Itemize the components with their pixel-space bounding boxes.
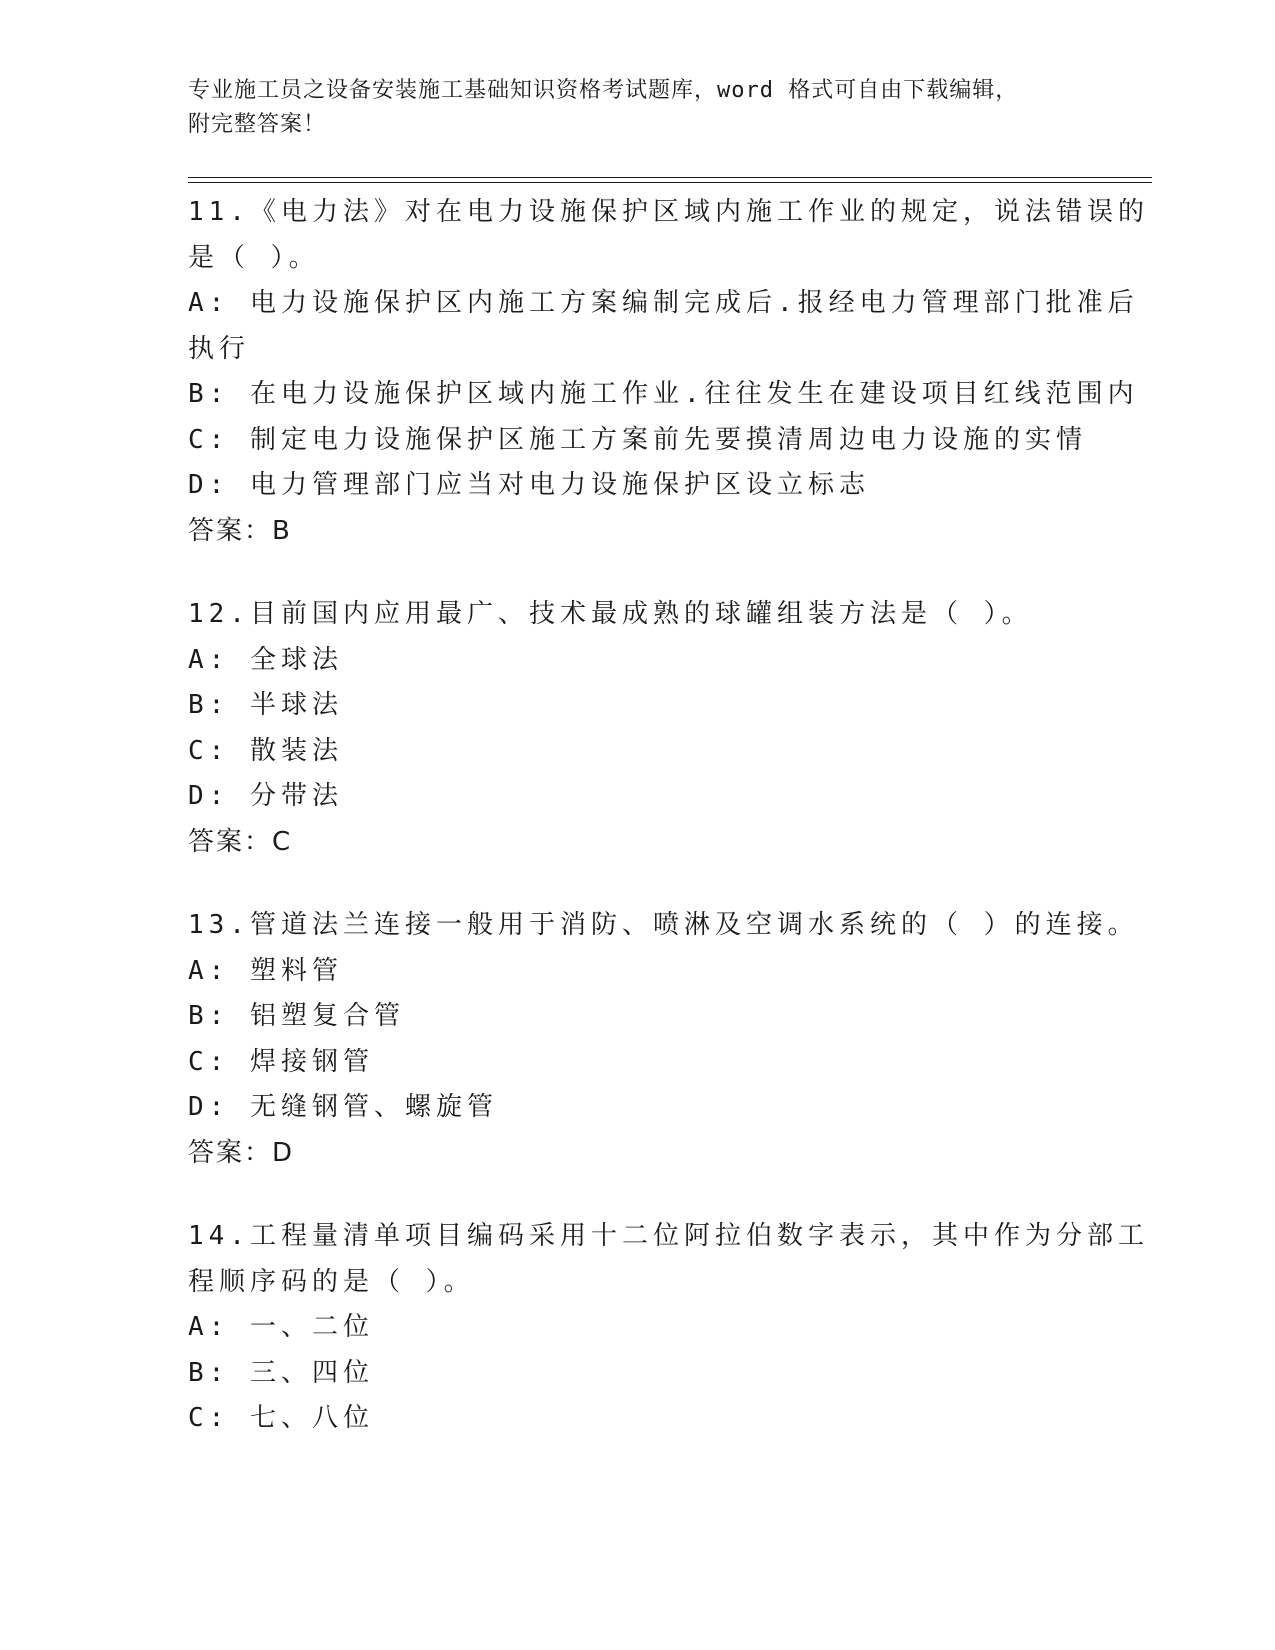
question-text: 程顺序码的是（ ）。 <box>188 1266 475 1297</box>
option-b: B: 在电力设施保护区域内施工作业.往往发生在建设项目红线范围内 <box>188 379 1139 409</box>
option-a: A: 电力设施保护区内施工方案编制完成后.报经电力管理部门批准后 <box>188 288 1139 318</box>
question-text: 是（ ）。 <box>188 242 320 273</box>
option-a: A: 全球法 <box>188 644 343 675</box>
question-13 <box>188 903 1139 1176</box>
option-c: C: 七、八位 <box>188 1403 374 1433</box>
option-a-continued: 执行 <box>188 333 251 364</box>
question-12 <box>188 592 1088 865</box>
option-b: B: 半球法 <box>188 690 343 720</box>
option-d: D: 电力管理部门应当对电力设施保护区设立标志 <box>188 470 870 500</box>
document-header <box>188 74 1068 142</box>
header-divider-top <box>188 177 1152 178</box>
header-line-2: 附完整答案！ <box>188 112 327 137</box>
option-c: C: 散装法 <box>188 735 343 766</box>
option-a: A: 一、二位 <box>188 1312 374 1342</box>
question-text: 13.管道法兰连接一般用于消防、喷淋及空调水系统的（ ）的连接。 <box>188 910 1139 940</box>
option-b: B: 铝塑复合管 <box>188 1001 405 1031</box>
question-14 <box>188 1214 1149 1442</box>
question-text: 14.工程量清单项目编码采用十二位阿拉伯数字表示，其中作为分部工 <box>188 1221 1149 1251</box>
header-line-1: 专业施工员之设备安装施工基础知识资格考试题库，word 格式可自由下载编辑， <box>188 78 1019 103</box>
question-list <box>188 190 1149 1480</box>
question-text: 11.《电力法》对在电力设施保护区域内施工作业的规定，说法错误的 <box>188 197 1149 227</box>
question-text: 12.目前国内应用最广、技术最成熟的球罐组装方法是（ ）。 <box>188 599 1033 629</box>
option-d: D: 无缝钢管、螺旋管 <box>188 1092 498 1122</box>
option-c: C: 制定电力设施保护区施工方案前先要摸清周边电力设施的实情 <box>188 424 1087 455</box>
option-b: B: 三、四位 <box>188 1357 374 1388</box>
answer-label: 答案：B <box>188 515 292 546</box>
question-11 <box>188 190 1149 554</box>
answer-label: 答案：C <box>188 826 293 857</box>
answer-label: 答案：D <box>188 1137 295 1168</box>
header-divider-bottom <box>188 182 1152 183</box>
option-a: A: 塑料管 <box>188 955 343 986</box>
option-d: D: 分带法 <box>188 781 343 811</box>
option-c: C: 焊接钢管 <box>188 1046 374 1077</box>
